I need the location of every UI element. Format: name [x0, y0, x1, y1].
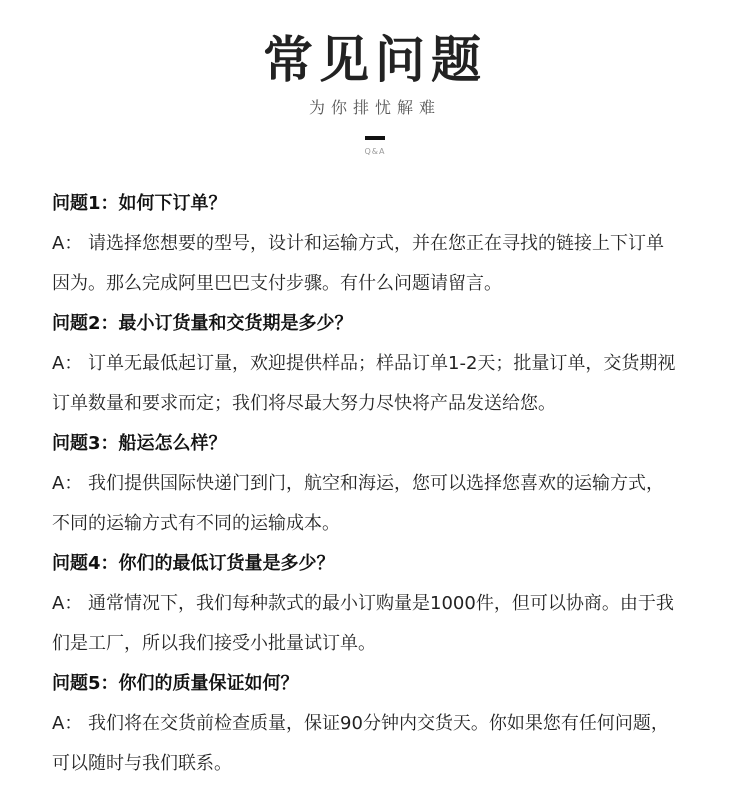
- faq-answer-line: 可以随时与我们联系。: [52, 753, 232, 774]
- faq-item: [52, 304, 712, 424]
- faq-answer-line: A： 我们将在交货前检查质量，保证90分钟内交货天。你如果您有任何问题，: [52, 713, 669, 734]
- qa-tag: Q&A: [364, 147, 386, 156]
- faq-question: 问题5：你们的质量保证如何？: [52, 673, 299, 694]
- faq-item: [52, 424, 712, 544]
- page-subtitle: 为你排忧解难: [308, 98, 441, 117]
- faq-item: [52, 544, 712, 664]
- faq-answer-line: A： 请选择您想要的型号，设计和运输方式，并在您正在寻找的链接上下订单: [52, 233, 665, 254]
- faq-answer-line: 们是工厂，所以我们接受小批量试订单。: [52, 633, 376, 654]
- page-title: 常见问题: [263, 31, 487, 89]
- faq-answer-line: 因为。那么完成阿里巴巴支付步骤。有什么问题请留言。: [52, 273, 502, 294]
- faq-list: [52, 184, 712, 784]
- faq-answer-line: A： 我们提供国际快递门到门，航空和海运，您可以选择您喜欢的运输方式，: [52, 473, 665, 494]
- faq-answer-line: A： 订单无最低起订量，欢迎提供样品；样品订单1-2天；批量订单，交货期视: [52, 353, 676, 374]
- faq-answer-line: 订单数量和要求而定；我们将尽最大努力尽快将产品发送给您。: [52, 393, 556, 414]
- title-divider: [365, 136, 385, 140]
- faq-answer: [52, 704, 712, 784]
- faq-answer-line: A： 通常情况下，我们每种款式的最小订购量是1000件，但可以协商。由于我: [52, 593, 674, 614]
- faq-question: 问题1：如何下订单？: [52, 193, 227, 214]
- faq-answer-line: 不同的运输方式有不同的运输成本。: [52, 513, 340, 534]
- faq-question: 问题4：你们的最低订货量是多少？: [52, 553, 335, 574]
- faq-answer: [52, 344, 712, 424]
- faq-answer: [52, 224, 712, 304]
- faq-answer: [52, 464, 712, 544]
- faq-item: [52, 664, 712, 784]
- faq-question: 问题3：船运怎么样？: [52, 433, 227, 454]
- faq-answer: [52, 584, 712, 664]
- faq-item: [52, 184, 712, 304]
- faq-question: 问题2：最小订货量和交货期是多少？: [52, 313, 353, 334]
